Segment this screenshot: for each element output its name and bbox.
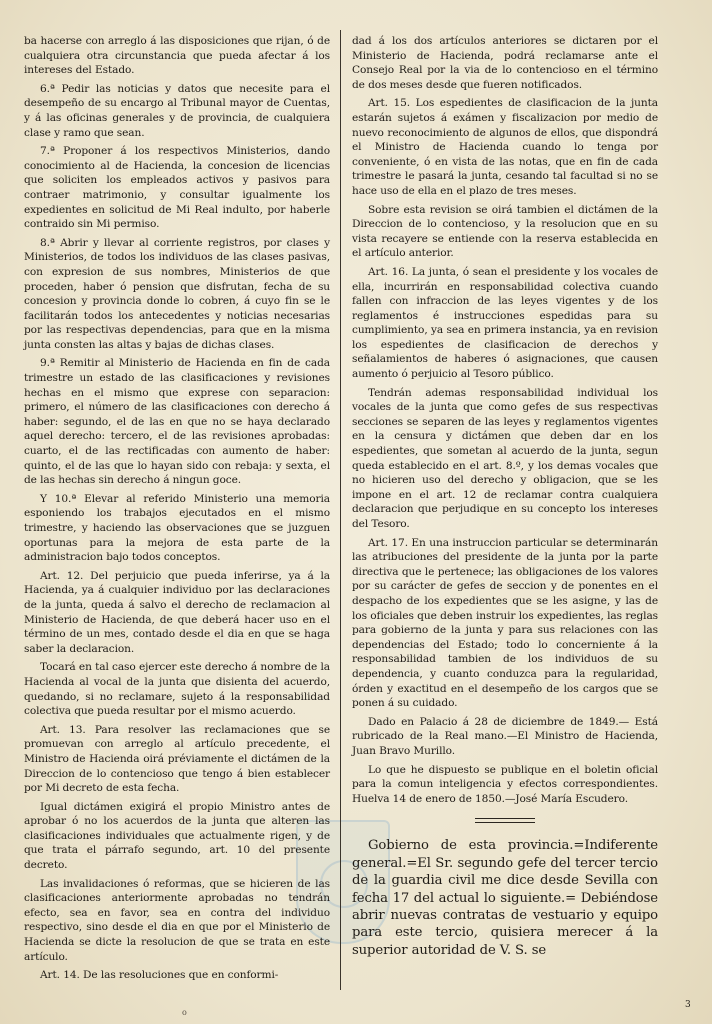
section-separator xyxy=(475,818,535,823)
paragraph: Art. 15. Los espedientes de clasificacion de la junta estarán sujetos á exámen y fiscalizacion por medio de nuevo reconocimiento de algunos de ellos, que dispondrá el Ministro de Hacienda cuando lo tenga por conveniente, ó en vista de las notas, que en fin de cada trimestre le pasará la junta, cesando tal facultad si no se hace uso de ella en el plazo de tres meses. xyxy=(352,97,658,197)
paragraph: 9.ª Remitir al Ministerio de Hacienda en fin de cada trimestre un estado de las clasificaciones y revisiones hechas en el mismo que exprese con separacion: primero, el número de las clasificaciones con derecho á haber: segundo, el de las en que no se haya declarado aquel derecho: tercero, el de las revisiones aprobadas: cuarto, el de las rectificadas con aumento de haber: quinto, el de las que lo hayan sido con rebaja: y sexta, el de las hechas sin derecho á ningun goce. xyxy=(24,357,330,487)
bottom-mark: o xyxy=(182,1008,187,1017)
paragraph: Art. 14. De las resoluciones que en conformi- xyxy=(40,969,279,982)
paragraph: Tendrán ademas responsabilidad individual los vocales de la junta que como gefes de sus respectivas secciones se separen de las leyes y reglamentos vigentes en la censura y dictámen que deben dar en los espedientes, que sometan al acuerdo de la junta, segun queda establecido en el art. 8.º, y los demas vocales que no hicieren uso del derecho y obligacion, que se les impone en el art. 12 de reclamar contra cualquiera declaracion que perjudique en su concepto los intereses del Tesoro. xyxy=(352,386,658,530)
paragraph: ba hacerse con arreglo á las disposiciones que rijan, ó de cualquiera otra circunstancia que pueda afectar á los intereses del Estado. xyxy=(24,35,330,77)
paragraph: Tocará en tal caso ejercer este derecho á nombre de la Hacienda al vocal de la junta que disienta del acuerdo, quedando, si no reclamare, sujeto á la responsabilidad colectiva que pueda resultar por el mismo acuerdo. xyxy=(24,661,330,718)
paragraph: Dado en Palacio á 28 de diciembre de 1849.— Está rubricado de la Real mano.—El Ministro de Hacienda, Juan Bravo Murillo. xyxy=(352,715,658,757)
left-column xyxy=(24,34,330,987)
page-number: 3 xyxy=(685,1000,691,1010)
paragraph: Art. 12. Del perjuicio que pueda inferirse, ya á la Hacienda, ya á cualquier individuo por las declaraciones de la junta, queda á salvo el derecho de reclamacion al Ministerio de Hacienda, de que deberá hacer uso en el término de un mes, contado desde el dia en que se haga saber la declaracion. xyxy=(24,569,330,655)
notice-paragraph: Gobierno de esta provincia.=Indiferente general.=El Sr. segundo gefe del tercer tercio de la guardia civil me dice desde Sevilla con fecha 17 del actual lo siguiente.= Debiéndose abrir nuevas contratas de vestuario y equipo para este tercio, quisiera merecer á la superior autoridad de V. S. se xyxy=(352,838,658,958)
paragraph: Art. 13. Para resolver las reclamaciones que se promuevan con arreglo al artículo precedente, el Ministro de Hacienda oirá préviamente el dictámen de la Direccion de lo contencioso que tengo á bien establecer por Mi decreto de esta fecha. xyxy=(24,723,330,795)
paragraph: Art. 16. La junta, ó sean el presidente y los vocales de ella, incurrirán en responsabilidad colectiva cuando fallen con infraccion de las leyes vigentes y de los reglamentos é instrucciones espedidas para su cumplimiento, ya sea en primera instancia, ya en revision los espedientes de clasificacion de derechos y señalamientos de haberes ó asignaciones, que causen aumento ó perjuicio al Tesoro público. xyxy=(352,265,658,381)
paragraph: Art. 17. En una instruccion particular se determinarán las atribuciones del presidente de la junta por la parte directiva que le pertenece; las obligaciones de los valores por su carácter de gefes de seccion y de ponentes en el despacho de los expedientes que se les asigne, y las de los oficiales que deben instruir los expedientes, las reglas para gobierno de la junta y para sus relaciones con las dependencias del Estado; todo lo concerniente á la responsabilidad tambien de los individuos de su dependencia, y cuanto conduzca para la regularidad, órden y exactitud en el desempeño de los cargos que se ponen á su cuidado. xyxy=(352,536,658,710)
paragraph: 8.ª Abrir y llevar al corriente registros, por clases y Ministerios, de todos los individuos de las clases pasivas, con expresion de sus nombres, Ministerios de que proceden, haber ó pension que disfrutan, fecha de su concesion y provincia donde lo cobren, á cuyo fin se le facilitarán todos los antecedentes y noticias necesarias por las respectivas dependencias, para que en la misma junta consten las altas y bajas de dichas clases. xyxy=(24,236,330,351)
column-divider xyxy=(340,30,341,990)
signature-paragraph: Lo que he dispuesto se publique en el boletin oficial para la comun inteligencia y efectos correspondientes. Huelva 14 de enero de 1850.—José María Escudero. xyxy=(352,763,658,805)
paragraph: Sobre esta revision se oirá tambien el dictámen de la Direccion de lo contencioso, y la resolucion que en su vista recayere se entiende con la reserva establecida en el artículo anterior. xyxy=(352,203,658,260)
paragraph: Y 10.ª Elevar al referido Ministerio una memoria esponiendo los trabajos ejecutados en el mismo trimestre, y haciendo las observaciones que se juzguen oportunas para la mejora de esta parte de la administracion bajo todos conceptos. xyxy=(24,492,330,564)
right-column xyxy=(352,34,658,963)
paragraph: 6.ª Pedir las noticias y datos que necesite para el desempeño de su encargo al Tribunal mayor de Cuentas, y á las oficinas generales y de provincia, de cualquiera clase y ramo que sean. xyxy=(24,82,330,139)
paragraph: Las invalidaciones ó reformas, que se hicieren de las clasificaciones anteriormente aprobadas no tendrán efecto, sea en favor, sea en contra del individuo respectivo, sino desde el dia en que por el Ministerio de Hacienda se dicte la resolucion de que se trata en este artículo. xyxy=(24,877,330,963)
paragraph: Igual dictámen exigirá el propio Ministro antes de aprobar ó no los acuerdos de la junta que alteren las clasificaciones individuales que actualmente rigen, y de que trata el párrafo segundo, art. 10 del presente decreto. xyxy=(24,800,330,872)
paragraph: 7.ª Proponer á los respectivos Ministerios, dando conocimiento al de Hacienda, la concesion de licencias que soliciten los empleados activos y pasivos para contraer matrimonio, y consultar igualmente los expedientes en solicitud de Mi Real indulto, por haberle contraido sin Mi permiso. xyxy=(24,145,330,231)
paragraph: dad á los dos artículos anteriores se dictaren por el Ministerio de Hacienda, podrá reclamarse ante el Consejo Real por la via de lo contencioso en el término de dos meses desde que fueren notificados. xyxy=(352,35,658,91)
